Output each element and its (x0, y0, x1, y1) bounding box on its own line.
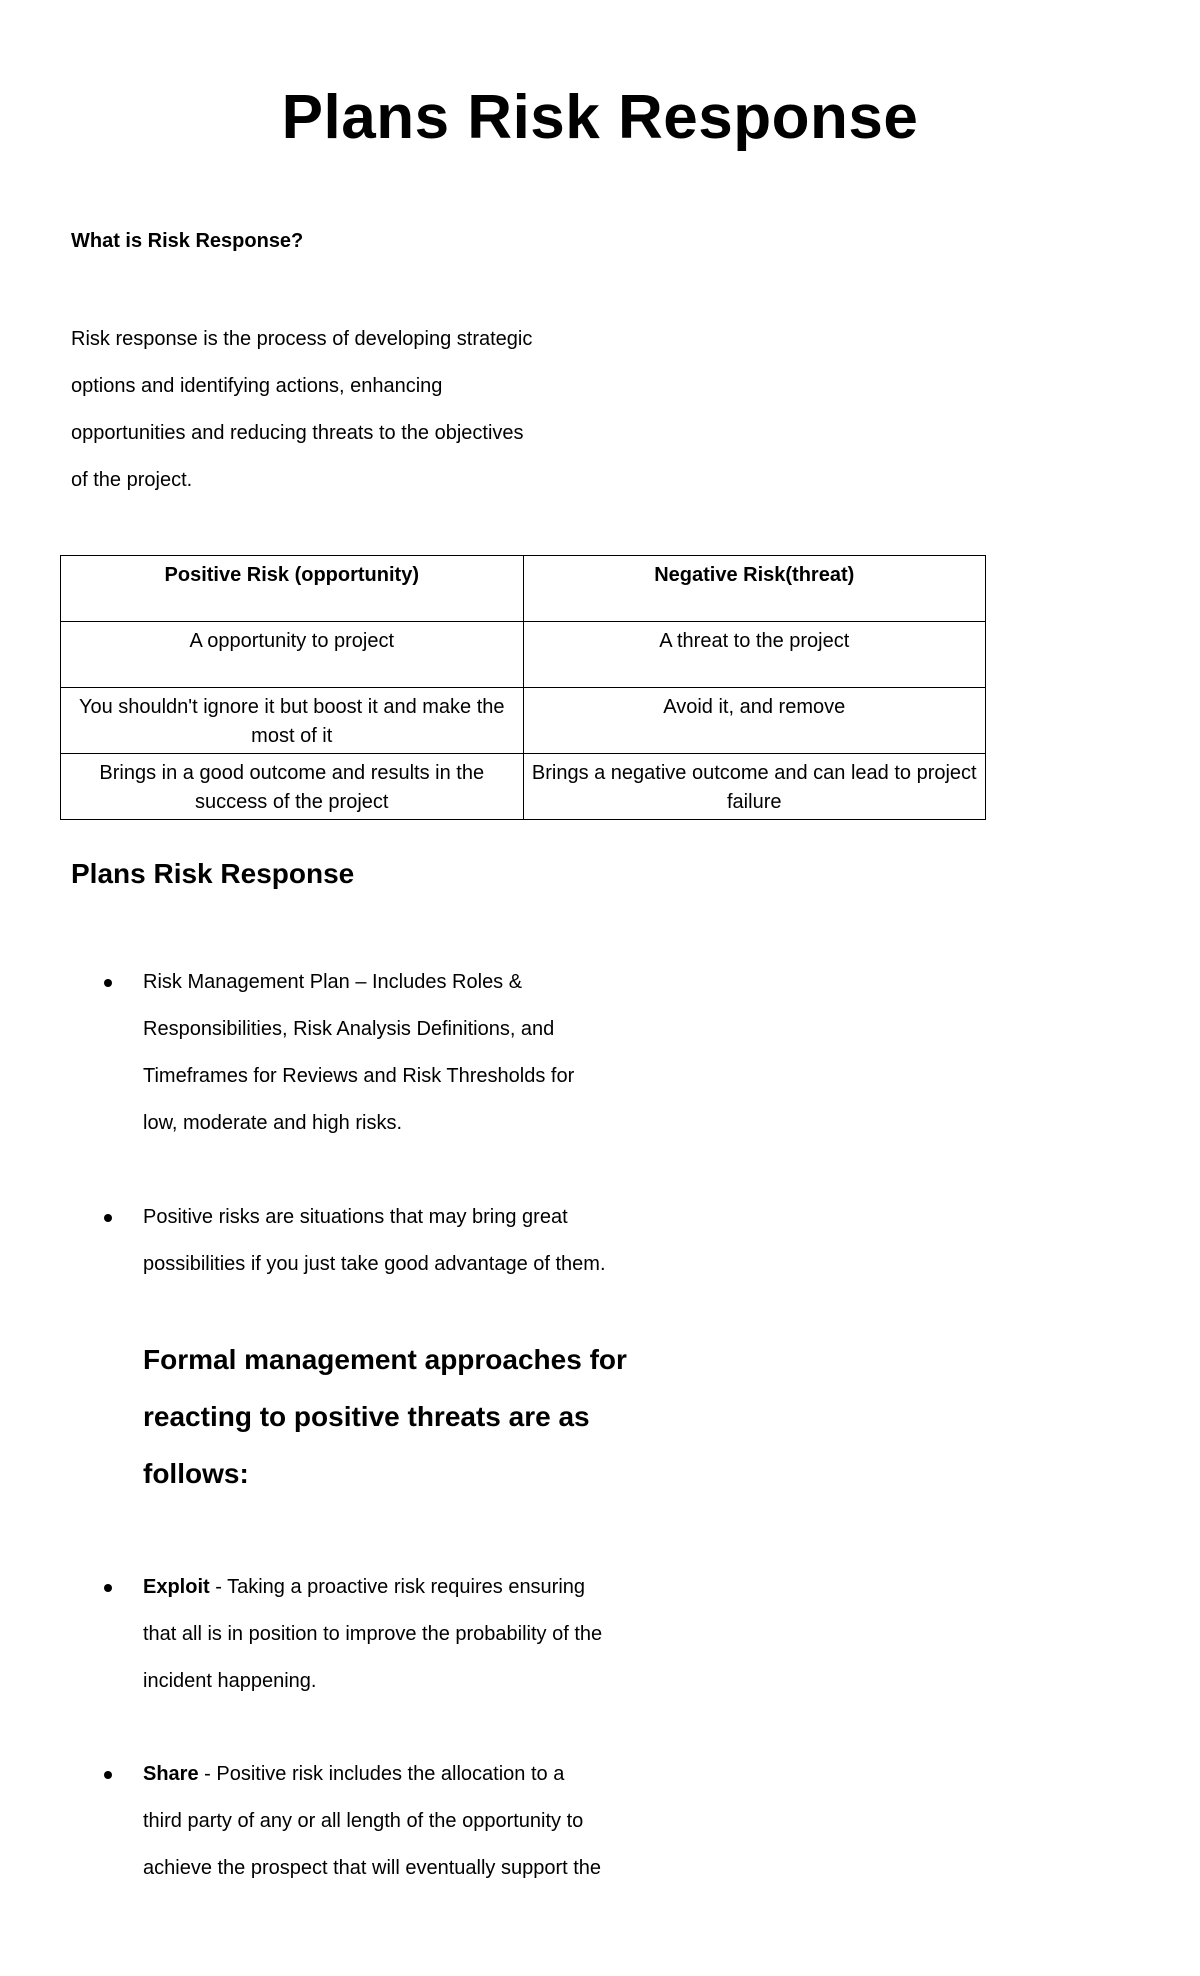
risk-comparison-table (60, 555, 986, 820)
table-row (61, 688, 986, 754)
list-item-line: possibilities if you just take good advantage of them. (143, 1253, 606, 1275)
bullet-icon (104, 979, 112, 987)
list-item-line: Positive risks are situations that may bring great (143, 1206, 568, 1228)
heading-line: follows: (143, 1458, 249, 1489)
table-header-negative: Negative Risk(threat) (523, 556, 986, 622)
heading-line: Formal management approaches for (143, 1344, 627, 1375)
table-cell: Avoid it, and remove (523, 688, 986, 754)
intro-line: opportunities and reducing threats to the objectives (71, 422, 524, 444)
term-description: - Taking a proactive risk requires ensuring (209, 1576, 586, 1598)
intro-line: options and identifying actions, enhancing (71, 375, 443, 397)
list-item-text (143, 1194, 703, 1288)
table-cell: You shouldn't ignore it but boost it and make the most of it (61, 688, 524, 754)
bullet-icon (104, 1584, 112, 1592)
list-item-line: third party of any or all length of the opportunity to (143, 1810, 584, 1832)
list-item-line: Timeframes for Reviews and Risk Thresholds for (143, 1065, 575, 1087)
bullet-icon (104, 1771, 112, 1779)
list-item-line: incident happening. (143, 1670, 317, 1692)
table-header-positive: Positive Risk (opportunity) (61, 556, 524, 622)
list-item-line (143, 1751, 703, 1798)
list-item-text (143, 1564, 703, 1705)
intro-paragraph (71, 316, 631, 504)
list-item-text (143, 959, 703, 1147)
table-row (61, 622, 986, 688)
list-item-line: Risk Management Plan – Includes Roles & (143, 971, 523, 993)
list-item-line: achieve the prospect that will eventually support the (143, 1857, 602, 1879)
intro-line: of the project. (71, 469, 193, 491)
bullet-icon (104, 1214, 112, 1222)
table-cell: A opportunity to project (61, 622, 524, 688)
term-label: Exploit (143, 1576, 210, 1598)
list-item-line: low, moderate and high risks. (143, 1112, 403, 1134)
page-title: Plans Risk Response (281, 83, 919, 152)
intro-line: Risk response is the process of developing strategic (71, 328, 533, 350)
list-item-line: Responsibilities, Risk Analysis Definitions, and (143, 1018, 555, 1040)
list-item-line: that all is in position to improve the probability of the (143, 1623, 603, 1645)
term-label: Share (143, 1763, 199, 1785)
table-row (61, 754, 986, 820)
list-item-text (143, 1751, 703, 1892)
table-cell: Brings a negative outcome and can lead to project failure (523, 754, 986, 820)
list-item-line (143, 1564, 703, 1611)
table-cell: A threat to the project (523, 622, 986, 688)
formal-approaches-heading (143, 1331, 703, 1502)
table-cell: Brings in a good outcome and results in the success of the project (61, 754, 524, 820)
table-header-row (61, 556, 986, 622)
heading-line: reacting to positive threats are as (143, 1401, 590, 1432)
section-heading: Plans Risk Response (71, 858, 355, 889)
intro-heading: What is Risk Response? (71, 230, 304, 252)
term-description: - Positive risk includes the allocation to a (198, 1763, 565, 1785)
